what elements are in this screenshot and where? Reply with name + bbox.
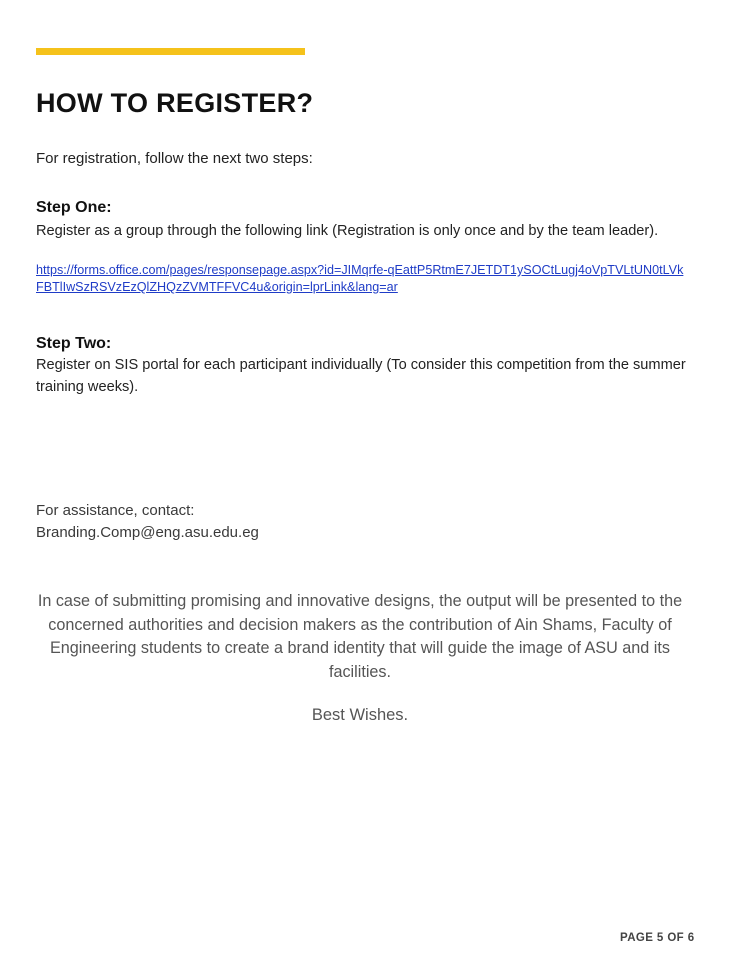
- step-two-heading: Step Two:: [36, 335, 112, 352]
- page-number: PAGE 5 OF 6: [620, 932, 695, 944]
- registration-link[interactable]: https://forms.office.com/pages/responsepage.aspx?id=JIMqrfe-qEattP5RtmE7JETDT1ySOCtLugj4oVpTVLtUN0tLVkFBTlIwSzRSVzEzQlZHQzZVMTFFVC4u&origin=lprLink&lang=ar: [36, 263, 684, 294]
- step-two-text: Register on SIS portal for each participant individually (To consider this competition from the summer training weeks).: [36, 357, 686, 395]
- page-title: HOW TO REGISTER?: [36, 88, 314, 118]
- assistance-block: [36, 500, 259, 544]
- assistance-label: For assistance, contact:: [36, 502, 195, 519]
- accent-bar: [36, 48, 305, 55]
- step-one-text: Register as a group through the following link (Registration is only once and by the team leader).: [36, 223, 659, 239]
- intro-text: For registration, follow the next two steps:: [36, 150, 313, 167]
- step-one-heading: Step One:: [36, 199, 112, 216]
- closing-paragraph: In case of submitting promising and innovative designs, the output will be presented to the concerned authorities and decision makers as the contribution of Ain Shams, Faculty of Engineering students to create a brand identity that will guide the image of ASU and its facilities.: [37, 592, 683, 681]
- assistance-email[interactable]: Branding.Comp@eng.asu.edu.eg: [36, 524, 259, 541]
- best-wishes: Best Wishes.: [311, 706, 409, 724]
